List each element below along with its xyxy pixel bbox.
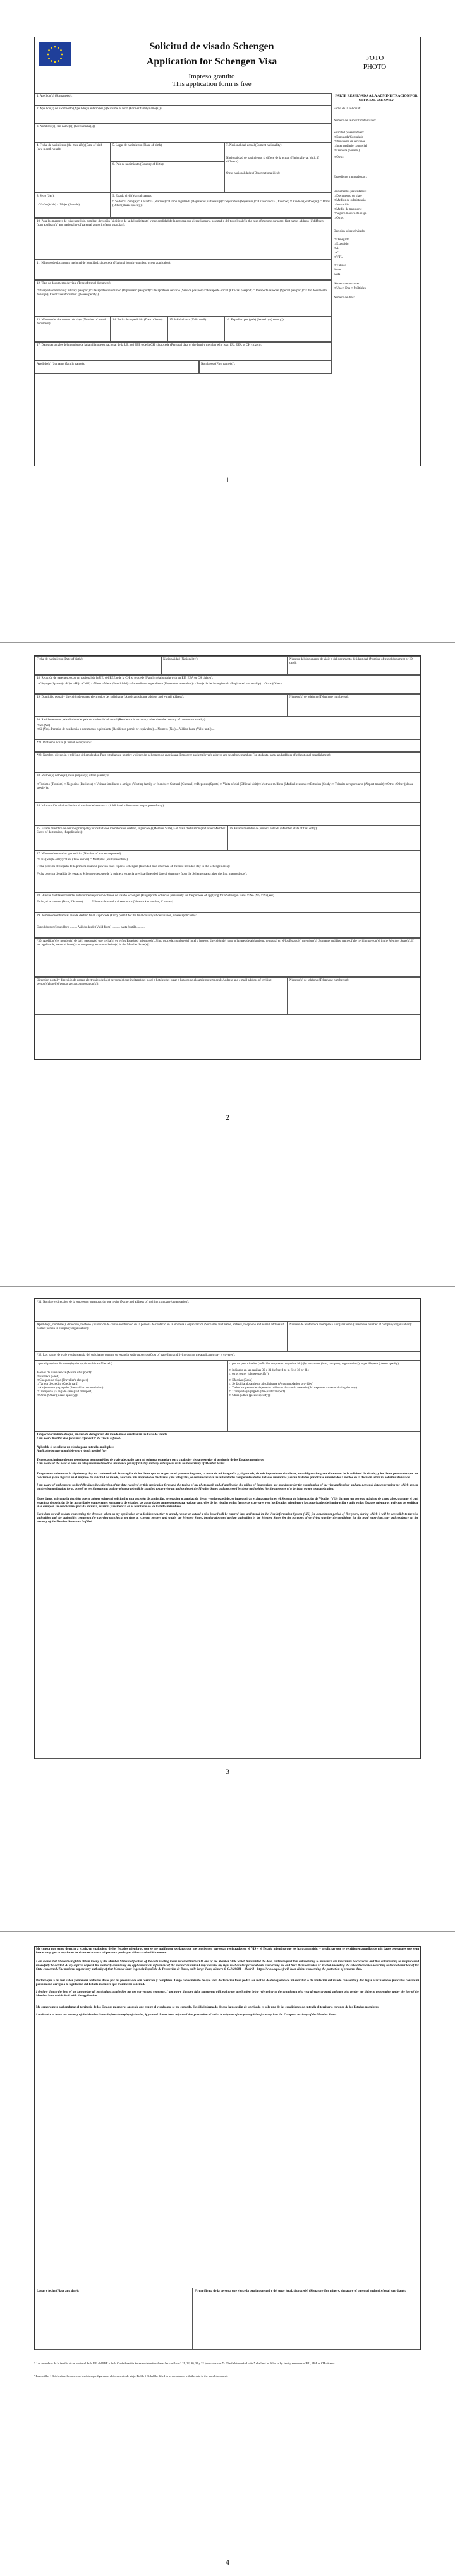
field-nationality[interactable]: 7. Nacionalidad actual (Current nationality): Nacionalidad de nacimiento, si difiere de la actual (Nationality at birth, if different): Otras nacionalidades (Other nationalities): (224, 142, 332, 193)
leave-en: I undertake to leave the territory of the Member States before the expiry of the visa, if granted. I have been informed that possession of a visa is only one of the prerequisites for entry into the European territory of the Member States. (36, 2014, 337, 2017)
field-family-dob[interactable]: Fecha de nacimiento (Date of birth): (35, 656, 161, 675)
page-2 (0, 643, 455, 1286)
final-declarations (35, 1947, 420, 2288)
field-company-telephone[interactable]: Número de teléfono de la empresa u organización (Telephone number of company/organisation): (288, 1321, 420, 1352)
form-sheet-3 (34, 1298, 421, 1759)
field-family-surname[interactable]: Apellido(s) (Surname (family name)): (35, 361, 199, 374)
field-issue-date[interactable]: 14. Fecha de expedición (Date of issue): (111, 317, 167, 342)
field-family-document-number[interactable]: Número del documento de viaje o del documento de identidad (Number of travel document or ID card): (288, 656, 420, 675)
official-use-column (332, 93, 420, 466)
rights-es: Me consta que tengo derecho a exigir, en cualquiera de los Estados miembros, que se me notifiquen los datos que me conciernen que están registrados en el VIS y el Estado miembro que los ha transmitido, y a solicitar que se rectifiquen aquellos de mis datos personales que sean inexactos y que se supriman los datos relativos a mi persona que hayan sido tratados ilícitamente. (36, 1948, 419, 1955)
field-marital-status[interactable]: 9. Estado civil (Marital status): □ Soltero/a (Single) □ Casado/a (Married) □ Unión registrada (Registered partnership) □ Separado/a (Separated) □ Divorciado/a (Divorced) □ Viudo/a (Widow(er)) □ Otros (Other (please specify)) (111, 193, 332, 218)
form-sheet-4 (34, 1946, 421, 2350)
field-travel-document-number[interactable]: 13. Número del documento de viaje (Number of travel document): (35, 317, 111, 342)
field-first-entry[interactable]: 26. Estado miembro de primera entrada (Member State of first entry): (228, 825, 420, 851)
multi-entry-es: Aplicable si se solicita un visado para entradas múltiples: (37, 1446, 114, 1449)
field-parental-authority[interactable]: 10. Para los menores de edad: apellido, nombre, dirección (si difiere de la del solicitante) y nacionalidad de la persona que ejerce la patria potestad o del tutor legal (In the case of minors: surname, first name, address (if different from applicant's) and nationality of parental authority/legal guardian): (35, 218, 332, 260)
field-date-of-birth[interactable]: 4. Fecha de nacimiento (día-mes-año) (Date of birth (day-month-year)): (35, 142, 111, 193)
insurance-es: Tengo conocimiento de que necesito un seguro médico de viaje adecuado para mi primera estancia y para cualquier visita posterior al territorio de los Estados miembros. (37, 1459, 265, 1462)
page-3 (0, 1287, 455, 1931)
consent-es: Tengo conocimiento de lo siguiente y doy mi conformidad: la recogida de los datos que se exigen en el presente impreso, la toma de mi fotografía y, si procede, de mis impresiones dactilares, son obligatorios para el examen de la solicitud de visado; y los datos personales que me conciernen y que figuran en el impreso de solicitud de visado, así como mis impresiones dactilares y mi fotografía, se comunicarán a las autoridades competentes de los Estados miembros y serán tratados por dichas autoridades a efectos de la decisión sobre mi solicitud de visado. (37, 1473, 418, 1479)
photo-label-en: PHOTO (363, 63, 387, 71)
field-residence[interactable]: 20. Residente en un país distinto del país de nacionalidad actual (Residence in a country other than the country of current nationality): □ No (No) □ Sí (Yes). Permiso de residencia o documento equivalente (Residence permit or equivalent) ... Número (No.) ... Válido hasta (Valid until) ... (35, 717, 420, 739)
field-costs-sponsor[interactable]: □ por un patrocinador (anfitrión, empresa u organización) (by a sponsor (host, company, organisation)), especifíquese (please specify): □ indicado en las casillas 30 o 31 (referred to in field 30 or 31) □ otros (other (please specify)): □ Efectivo (Cash) □ Se facilita alojamiento al solicitante (Accommodation provided) □ Todos los gastos de viaje están cubiertos durante la estancia (All expenses covered during the stay) □ Transporte ya pagado (Pre-paid transport) □ Otros (Other (please specify)): (228, 1361, 420, 1431)
field-place-of-birth[interactable]: 5. Lugar de nacimiento (Place of birth): (111, 142, 224, 161)
field-entry-permit[interactable]: 29. Permiso de entrada al país de destino final, si procede (Entry permit for the final country of destination, where applicable): Expedido por (Issued by) .......... Válido desde (Valid from) .......... hasta (until) .......... (35, 913, 420, 938)
visa-fee-notice-es: Tengo conocimiento de que, en caso de denegación del visado no se devolverán las tasas de visado. (37, 1433, 168, 1437)
field-surname-at-birth[interactable]: 2. Apellido(s) de nacimiento (Apellido(s) anterior(es)) (Surname at birth (Former family name(s))): (35, 106, 332, 123)
field-issued-by[interactable]: 16. Expedido por (país) (Issued by (country)): (224, 317, 332, 342)
field-eu-family-member: 17. Datos personales del miembro de la familia que es nacional de la UE, del EEE o de la CH, si procede (Personal data of the family member who is an EU, EEA or CH citizen): (35, 342, 332, 361)
field-first-names[interactable]: 3. Nombre(s) (First name(s)) (Given name(s)): (35, 123, 332, 142)
field-country-of-birth[interactable]: 6. País de nacimiento (Country of birth): (111, 161, 224, 193)
consent-en: I am aware of and consent to the following: the collection of the data required by this application form and the taking of my photograph and, if applicable, the taking of fingerprints, are mandatory for the examination of the visa application; and any personal data concerning me which appear on the visa application form, as well as my fingerprints and my photograph will be supplied to the relevant authorities of the Member States and processed by those authorities, for the purposes of a decision on my visa application. (37, 1484, 418, 1491)
field-inviting-person[interactable]: *30. Apellido(s) y nombre(s) de la(s) persona(s) que invita(n) en el/los Estado(s) miembro(s). Si no procede, nombre del hotel o hoteles, dirección del lugar o lugares de alojamiento temporal en el/los Estado(s) miembro(s) (Surname and first name of the inviting person(s) in the Member State(s). If not applicable, name of hotel(s) or temporary accommodation(s) in the Member State(s)): (35, 938, 420, 977)
official-use-heading: PARTE RESERVADA A LA ADMINISTRACIÓN FOR OFFICIAL USE ONLY (335, 94, 418, 102)
field-sex[interactable]: 8. Sexo (Sex): □ Varón (Male) □ Mujer (Female) (35, 193, 111, 218)
field-home-address[interactable]: 19. Domicilio postal y dirección de correo electrónico del solicitante (Applicant's home address and e-mail address): (35, 694, 288, 717)
vis-en: Such data as well as data concerning the decision taken on my application or a decision whether to annul, revoke or extend a visa issued will be entered into, and stored in the Visa Information System (VIS) for a maximum period of five years, during which it will be accessible to the visa authorities and the authorities competent for carrying out checks on visas at external borders and within the Member States, immigration and asylum authorities in the Member States for the purposes of verifying whether the conditions for the legal entry into, stay and residence on the territory of the Member States are fulfilled. (37, 1513, 418, 1524)
page-4 (0, 1932, 455, 2576)
photo-box (332, 41, 418, 92)
field-travel-document-type[interactable]: 12. Tipo de documento de viaje (Type of travel document): □ Pasaporte ordinario (Ordinary passport) □ Pasaporte diplomático (Diplomatic passport) □ Pasaporte de servicio (Service passport) □ Pasaporte oficial (Official passport) □ Pasaporte especial (Special passport) □ Otro documento de viaje (Other travel document (please specify)): (35, 280, 332, 317)
field-family-first-name[interactable]: Nombre(s) (First name(s)): (199, 361, 332, 374)
field-family-relationship[interactable]: 18. Relación de parentesco con un nacional de la UE, del EEE o de la CH, si procede (Family relationship with an EU, EEA or CH citizen): □ Cónyuge (Spouse) □ Hijo o Hija (Child) □ Nieto o Nieta (Grandchild) □ Ascendiente dependiente (Dependent ascendant) □ Pareja de hecho registrada (Registered partnership) □ Otros (Other): (35, 675, 420, 694)
photo-label-es: FOTO (365, 54, 384, 62)
field-occupation[interactable]: *21. Profesión actual (Current occupation): (35, 739, 420, 752)
declarations-block (35, 1431, 420, 1759)
form-sheet-1 (34, 37, 421, 466)
leave-es: Me comprometo a abandonar el territorio de los Estados miembros antes de que expire el visado que se me conceda. He sido informado de que la posesión de un visado es sólo una de las condiciones de entrada al territorio europeo de los Estados miembros. (36, 2006, 380, 2009)
page-1 (0, 0, 455, 642)
field-valid-until[interactable]: 15. Válido hasta (Valid until): (167, 317, 224, 342)
field-costs-applicant[interactable]: □ por el propio solicitante (by the applicant himself/herself) Medios de subsistencia (Means of support): □ Efectivo (Cash) □ Cheques de viaje (Traveller's cheques) □ Tarjeta de crédito (Credit card) □ Alojamiento ya pagado (Pre-paid accommodation) □ Transporte ya pagado (Pre-paid transport) □ Otros (Other (please specify)): (35, 1361, 228, 1431)
vis-es: Estos datos, así como la decisión que se adopte sobre mi solicitud o una decisión de anulación, revocación o ampliación de un visado expedido, se introducirán y almacenarán en el Sistema de Información de Visados (VIS) durante un período máximo de cinco años, durante el cual estarán a disposición de las autoridades competentes en materia de visados, las autoridades competentes para realizar controles de los visados en las fronteras exteriores y en los Estados miembros y las autoridades de inmigración y asilo en los Estados miembros a efectos de verificar si se cumplen las condiciones para la entrada, estancia y residencia en el territorio de los Estados miembros. (37, 1498, 418, 1509)
field-main-destination[interactable]: 25. Estado miembro de destino principal (y otros Estados miembros de destino, si procede) (Member State(s) of main destination (and other Member States of destination, if applicable)): (35, 825, 228, 851)
field-place-date[interactable]: Lugar y fecha (Place and date): (35, 2288, 193, 2350)
eu-flag-icon (39, 42, 71, 66)
free-notice-es: Impreso gratuito (188, 73, 235, 80)
page-number-3: 3 (226, 1767, 229, 1776)
page-number-4: 4 (226, 2558, 229, 2567)
field-signature[interactable]: Firma (firma de la persona que ejerce la patria potestad o del tutor legal, si procede) (Signature (for minors, signature of parental authority/legal guardian)): (193, 2288, 420, 2350)
field-inviting-company[interactable]: *31. Nombre y dirección de la empresa u organización que invita (Name and address of inviting company/organisation): (35, 1299, 420, 1321)
field-purpose[interactable]: 23. Motivo(s) del viaje (Main purpose(s) of the journey): □ Turismo (Tourism) □ Negocios (Business) □ Visita a familiares o amigos (Visiting family or friends) □ Cultural (Cultural) □ Deportes (Sports) □ Visita oficial (Official visit) □ Motivos médicos (Medical reasons) □ Estudios (Study) □ Tránsito aeroportuario (Airport transit) □ Otros (Other (please specify)): (35, 772, 420, 803)
declare-es: Declaro que a mi leal saber y entender todos los datos por mí presentados son correctos y completos. Tengo conocimiento de que toda declaración falsa podrá ser motivo de denegación de mi solicitud o de anulación del visado concedido y dar lugar a actuaciones judiciales contra mi persona con arreglo a la legislación del Estado miembro que tramite mi solicitud. (36, 1979, 419, 1986)
free-notice-en: This application form is free (172, 80, 252, 88)
footnote-1: * Los miembros de la familia de un nacional de la UE, del EEE o de la Confederación Suiza no deberán rellenar las casillas n.º 21, 22, 30, 31 y 32 (marcadas con *). The fields marked with * shall not be filled in by family members of EU, EEA or CH citizens. (34, 2362, 336, 2365)
page-number-2: 2 (226, 1113, 229, 1122)
field-telephone[interactable]: Número(s) de teléfono (Telephone number(s)): (288, 694, 420, 717)
field-employer[interactable]: *22. Nombre, dirección y teléfono del empleador. Para estudiantes, nombre y dirección del centro de enseñanza (Employer and employer's address and telephone number. For students, name and address of educational establishment): (35, 752, 420, 772)
rights-en: I am aware that I have the right to obtain in any of the Member States notification of the data relating to me recorded in the VIS and of the Member State which transmitted the data, and to request that data relating to me which are inaccurate be corrected and that data relating to me processed unlawfully be deleted. At my express request, the authority examining my application will inform me of the manner in which I may exercise my right to check the personal data concerning me and have them corrected or deleted, including the related remedies according to the national law of the State concerned. The national supervisory authority of that Member State (Agencia Española de Protección de Datos, calle Jorge Juan, número 6, C.P. 28001 – Madrid – https://www.aepd.es) will hear claims concerning the protection of personal data. (36, 1960, 419, 1971)
field-fingerprints[interactable]: 28. Huellas dactilares tomadas anteriormente para solicitudes de visado Schengen (Fingerprints collected previously for the purpose of applying for a Schengen visa): □ No (No) □ Sí (Yes) Fecha, si se conoce (Date, if known) .......... Número de visado, si se conoce (Visa sticker number, if known) .......... (35, 892, 420, 913)
field-additional-info[interactable]: 24. Información adicional sobre el motivo de la estancia (Additional information on purpose of stay): (35, 803, 420, 825)
field-contact-person[interactable]: Apellido(s), nombre(s), dirección, teléfono y dirección de correo electrónico de la persona de contacto en la empresa u organización (Surname, first name, address, telephone and e-mail address of contact person in company/organisation): (35, 1321, 288, 1352)
field-surname[interactable]: 1. Apellido(s) (Surname(s)): (35, 93, 332, 106)
insurance-en: I am aware of the need to have an adequate travel medical insurance for my first stay and any subsequent visits to the territory of Member States. (37, 1462, 226, 1466)
multi-entry-en: Applicable in case a multiple-entry visa is applied for: (37, 1450, 107, 1453)
form-title-en: Application for Schengen Visa (146, 56, 277, 67)
official-use-items: Fecha de la solicitud: Número de la solicitud de visado: Solicitud presentada en: □ Embajada/Consulado □ Proveedor de servicios □ Intermediario comercial □ Frontera (nombre): □ Otros: Expediente tramitado por: Documentos presentados: □ Documento de viaje □ Medios de subsistencia □ Invitación □ Medio de transporte □ Seguro médico de viaje □ Otros: Decisión sobre el visado: □ Denegado □ Expedido: □ A □ C □ VTL □ Válido: desde hasta Número de entradas: □ Una □ Dos □ Múltiples Número de días: (334, 107, 377, 300)
field-national-id[interactable]: 11. Número de documento nacional de identidad, si procede (National identity number, where applicable): (35, 260, 332, 280)
visa-fee-notice-en: I am aware that the visa fee is not refunded if the visa is refused. (37, 1437, 121, 1440)
field-family-nationality[interactable]: Nacionalidad (Nationality): (161, 656, 288, 675)
field-inviting-telephone[interactable]: Número(s) de teléfono (Telephone number(s)): (288, 977, 420, 1015)
field-entries[interactable]: 27. Número de entradas que solicita (Number of entries requested): □ Una (Single entry) □ Dos (Two entries) □ Múltiples (Multiple entries) Fecha prevista de llegada de la primera estancia prevista en el espacio Schengen (Intended date of arrival of the first intended stay in the Schengen area): Fecha prevista de salida del espacio Schengen después de la primera estancia prevista (Intended date of departure from the Schengen area after the first intended stay): (35, 851, 420, 892)
field-inviting-address[interactable]: Dirección postal y dirección de correo electrónico de la(s) persona(s) que invita(n)/del hotel o hoteles/del lugar o lugares de alojamiento temporal (Address and e-mail address of inviting person(s)/hotel(s)/temporary accommodation(s)): (35, 977, 288, 1015)
page-number-1: 1 (226, 475, 229, 484)
form-sheet-2 (34, 655, 421, 1060)
form-title-es: Solicitud de visado Schengen (149, 41, 274, 52)
field-costs-heading: *32. Los gastos de viaje y subsistencia del solicitante durante su estancia están cubiertos (Cost of travelling and living during the applicant's stay is covered): (35, 1352, 420, 1361)
declare-en: I declare that to the best of my knowledge all particulars supplied by me are correct and complete. I am aware that any false statements will lead to my application being rejected or to the annulment of a visa already granted and may also render me liable to prosecution under the law of the Member State which deals with the application. (36, 1991, 419, 1998)
footnote-2: ¹ Las casillas 1-3 deberán rellenarse con los datos que figuran en el documento de viaje. Fields 1-3 shall be filled in in accordance with the data in the travel document. (34, 2374, 228, 2378)
